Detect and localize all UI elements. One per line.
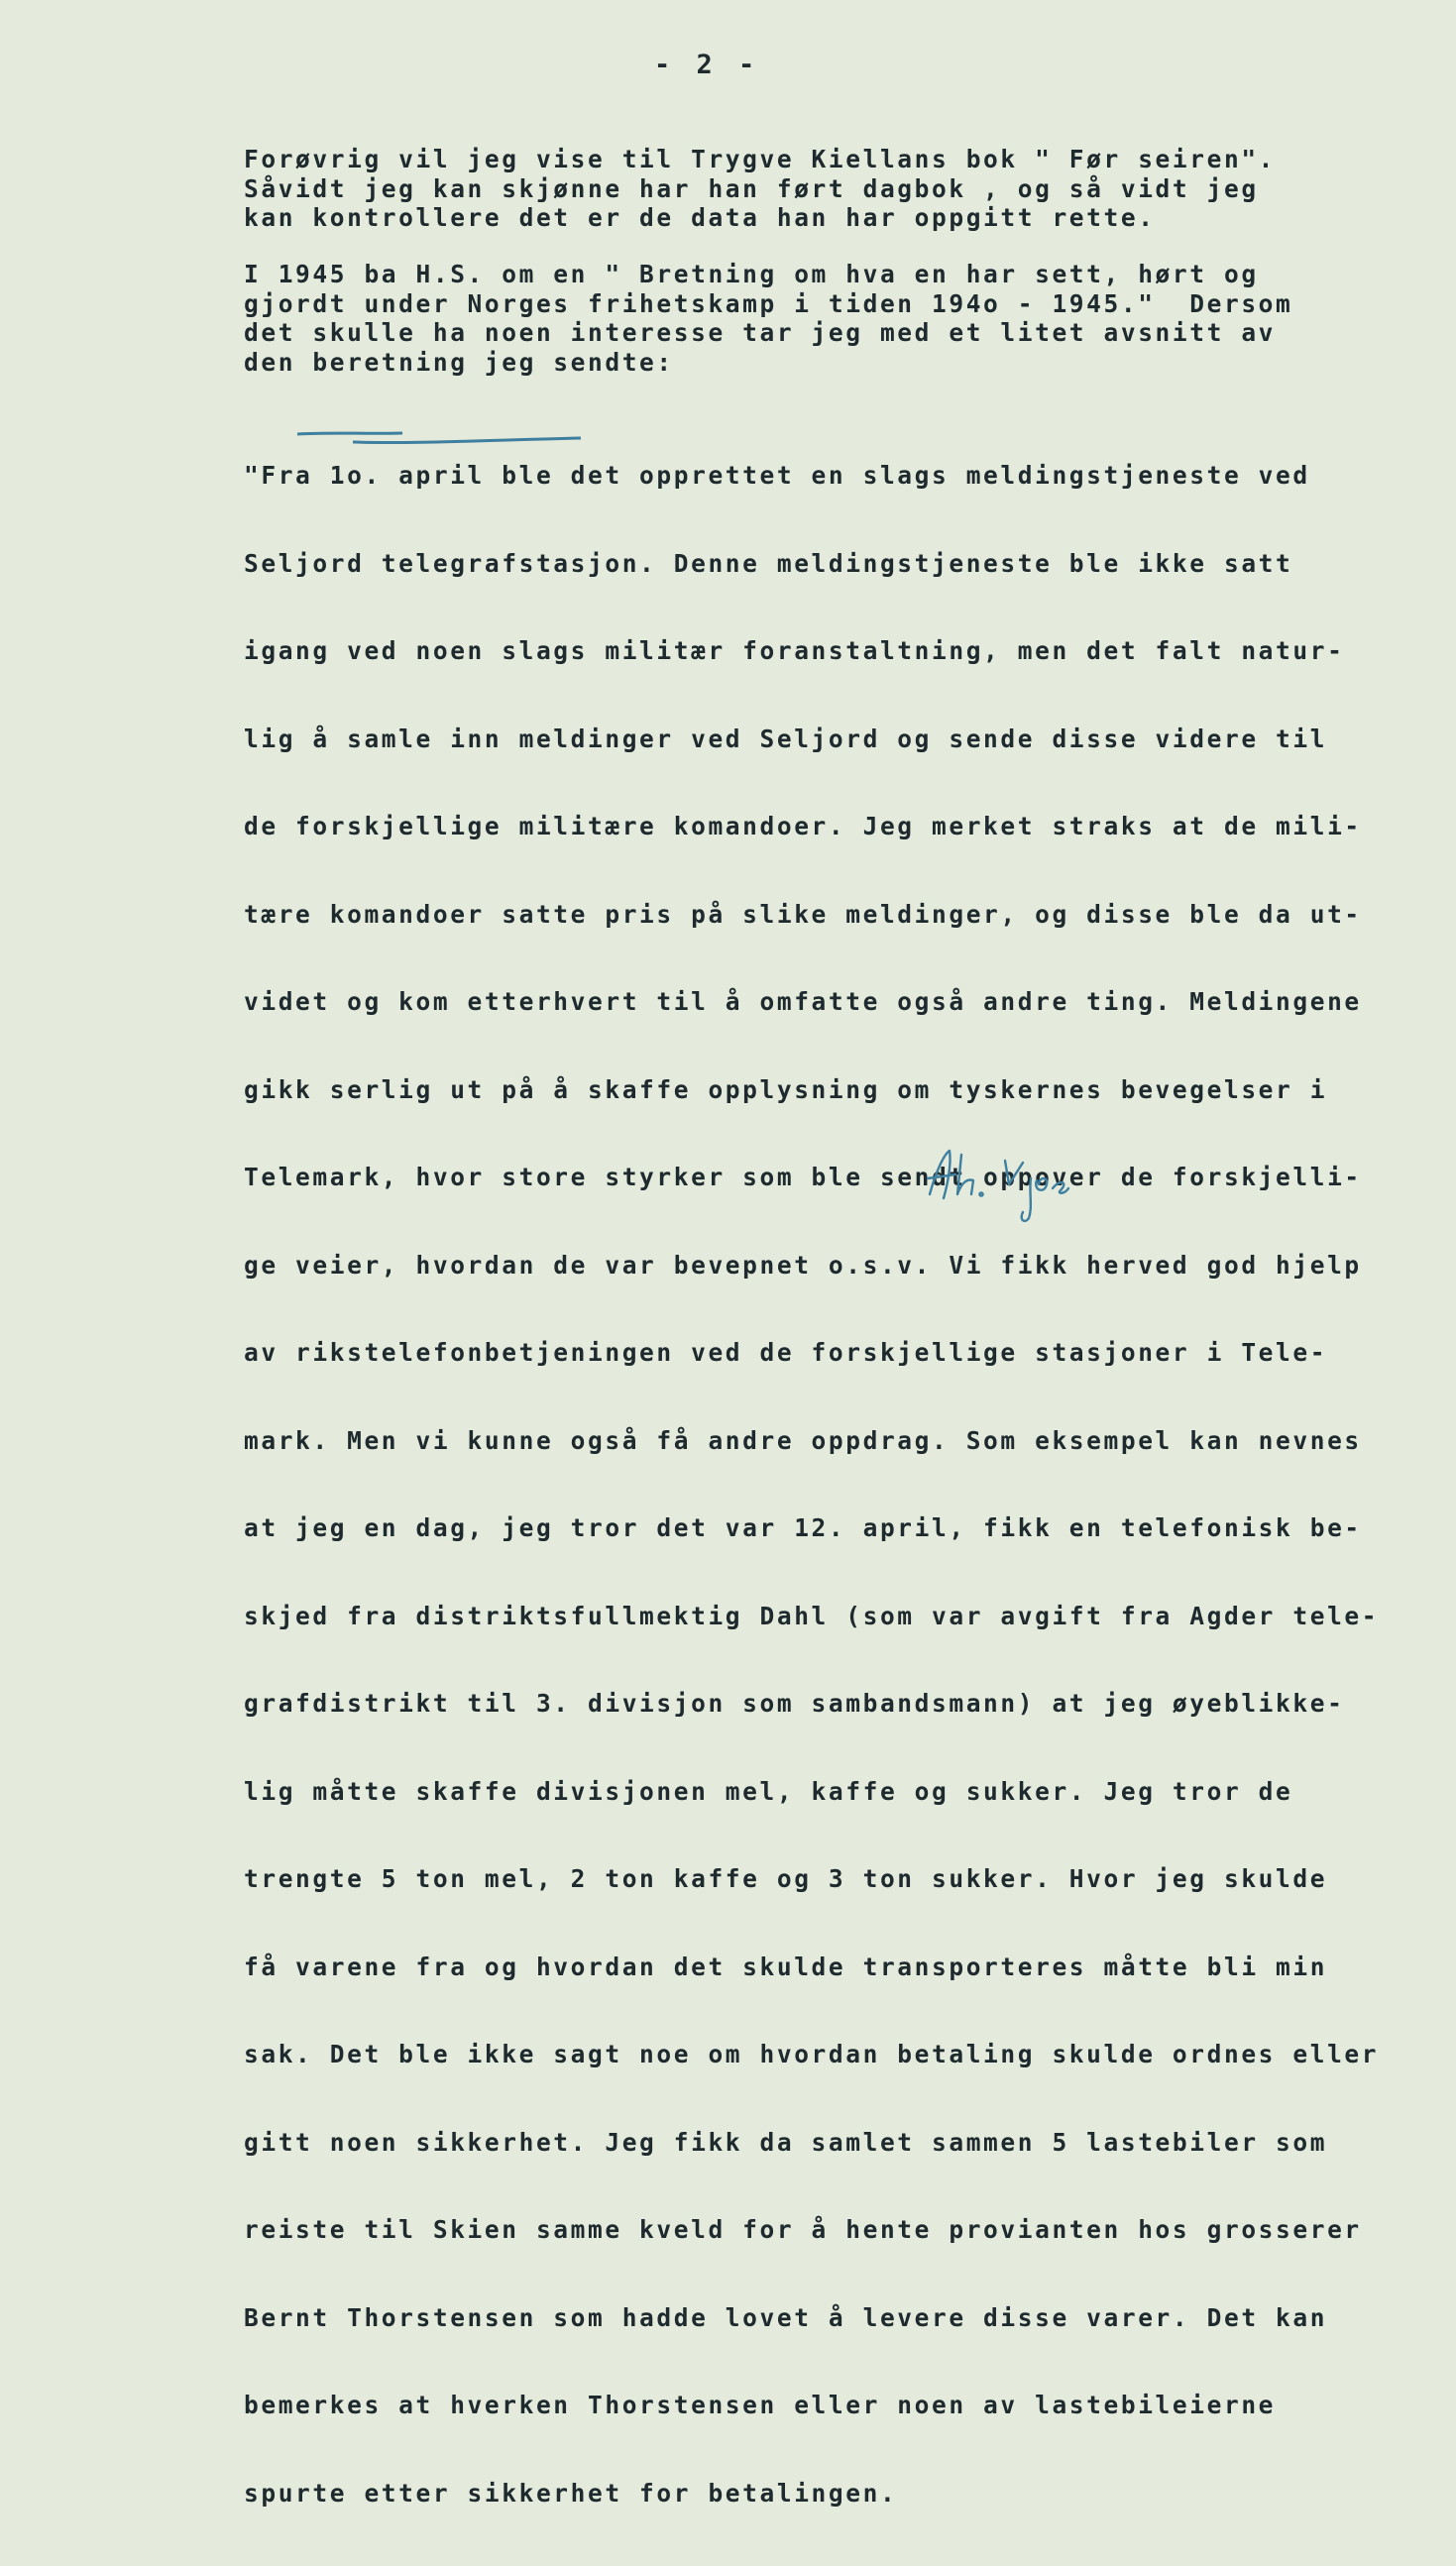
- quote-line: ge veier, hvordan de var bevepnet o.s.v. Vi fikk herved god hjelp: [244, 1250, 1362, 1280]
- quote-line: mark. Men vi kunne også få andre oppdrag. Som eksempel kan nevnes: [244, 1425, 1362, 1455]
- quote-line: Telemark, hvor store styrker som ble sendt oppover de forskjelli-: [244, 1163, 1362, 1191]
- signature: [922, 1145, 1140, 1224]
- quote-line: få varene fra og hvordan det skulde transporteres måtte bli min: [244, 1952, 1328, 1981]
- quoted-report: [244, 402, 1379, 2566]
- quote-line: lig måtte skaffe divisjonen mel, kaffe og sukker. Jeg tror de: [244, 1776, 1293, 1806]
- quote-line: bemerkes at hverken Thorstensen eller noen av lastebileierne: [244, 2391, 1277, 2419]
- pen-underline: [293, 424, 591, 448]
- quote-line: grafdistrikt til 3. divisjon som sambandsmann) at jeg øyeblikke-: [244, 1689, 1345, 1718]
- quote-line: Bernt Thorstensen som hadde lovet å levere disse varer. Det kan: [244, 2302, 1328, 2332]
- quote-line: "Fra 1o. april ble det opprettet en slags meldingstjeneste ved: [244, 461, 1310, 490]
- quote-line: igang ved noen slags militær foranstaltning, men det falt natur-: [244, 636, 1345, 665]
- quote-line: lig å samle inn meldinger ved Seljord og sende disse videre til: [244, 724, 1328, 753]
- quote-line: Seljord telegrafstasjon. Denne meldingstjeneste ble ikke satt: [244, 548, 1293, 578]
- paragraph-intro: Forøvrig vil jeg vise til Trygve Kiellans bok " Før seiren". Såvidt jeg kan skjønne har han ført dagbok , og så vidt jeg kan kontrollere det er de data han har oppgitt rette.: [244, 145, 1277, 232]
- quote-line: skjed fra distriktsfullmektig Dahl (som var avgift fra Agder tele-: [244, 1601, 1380, 1630]
- quote-line: gikk serlig ut på å skaffe opplysning om tyskernes bevegelser i: [244, 1074, 1328, 1104]
- quote-line: spurte etter sikkerhet for betalingen.: [244, 2478, 898, 2508]
- paragraph-report-request: I 1945 ba H.S. om en " Bretning om hva en har sett, hørt og gjordt under Norges frihetskamp i tiden 194o - 1945." Dersom det skulle ha noen interesse tar jeg med et litet avsnitt av den beretning jeg sendte:: [244, 260, 1293, 377]
- quote-line: gitt noen sikkerhet. Jeg fikk da samlet sammen 5 lastebiler som: [244, 2127, 1328, 2157]
- quote-line: videt og kom etterhvert til å omfatte også andre ting. Meldingene: [244, 987, 1362, 1016]
- page-number: - 2 -: [654, 50, 760, 80]
- quote-line: de forskjellige militære komandoer. Jeg merket straks at de mili-: [244, 812, 1362, 840]
- quote-line: tære komandoer satte pris på slike meldinger, og disse ble da ut-: [244, 899, 1362, 929]
- quote-line: av rikstelefonbetjeningen ved de forskjellige stasjoner i Tele-: [244, 1338, 1328, 1367]
- quote-line: reiste til Skien samme kveld for å hente provianten hos grosserer: [244, 2215, 1362, 2244]
- quote-line: trengte 5 ton mel, 2 ton kaffe og 3 ton sukker. Hvor jeg skulde: [244, 1864, 1328, 1893]
- quote-line: sak. Det ble ikke sagt noe om hvordan betaling skulde ordnes eller: [244, 2040, 1380, 2068]
- quote-line: at jeg en dag, jeg tror det var 12. april, fikk en telefonisk be-: [244, 1513, 1362, 1542]
